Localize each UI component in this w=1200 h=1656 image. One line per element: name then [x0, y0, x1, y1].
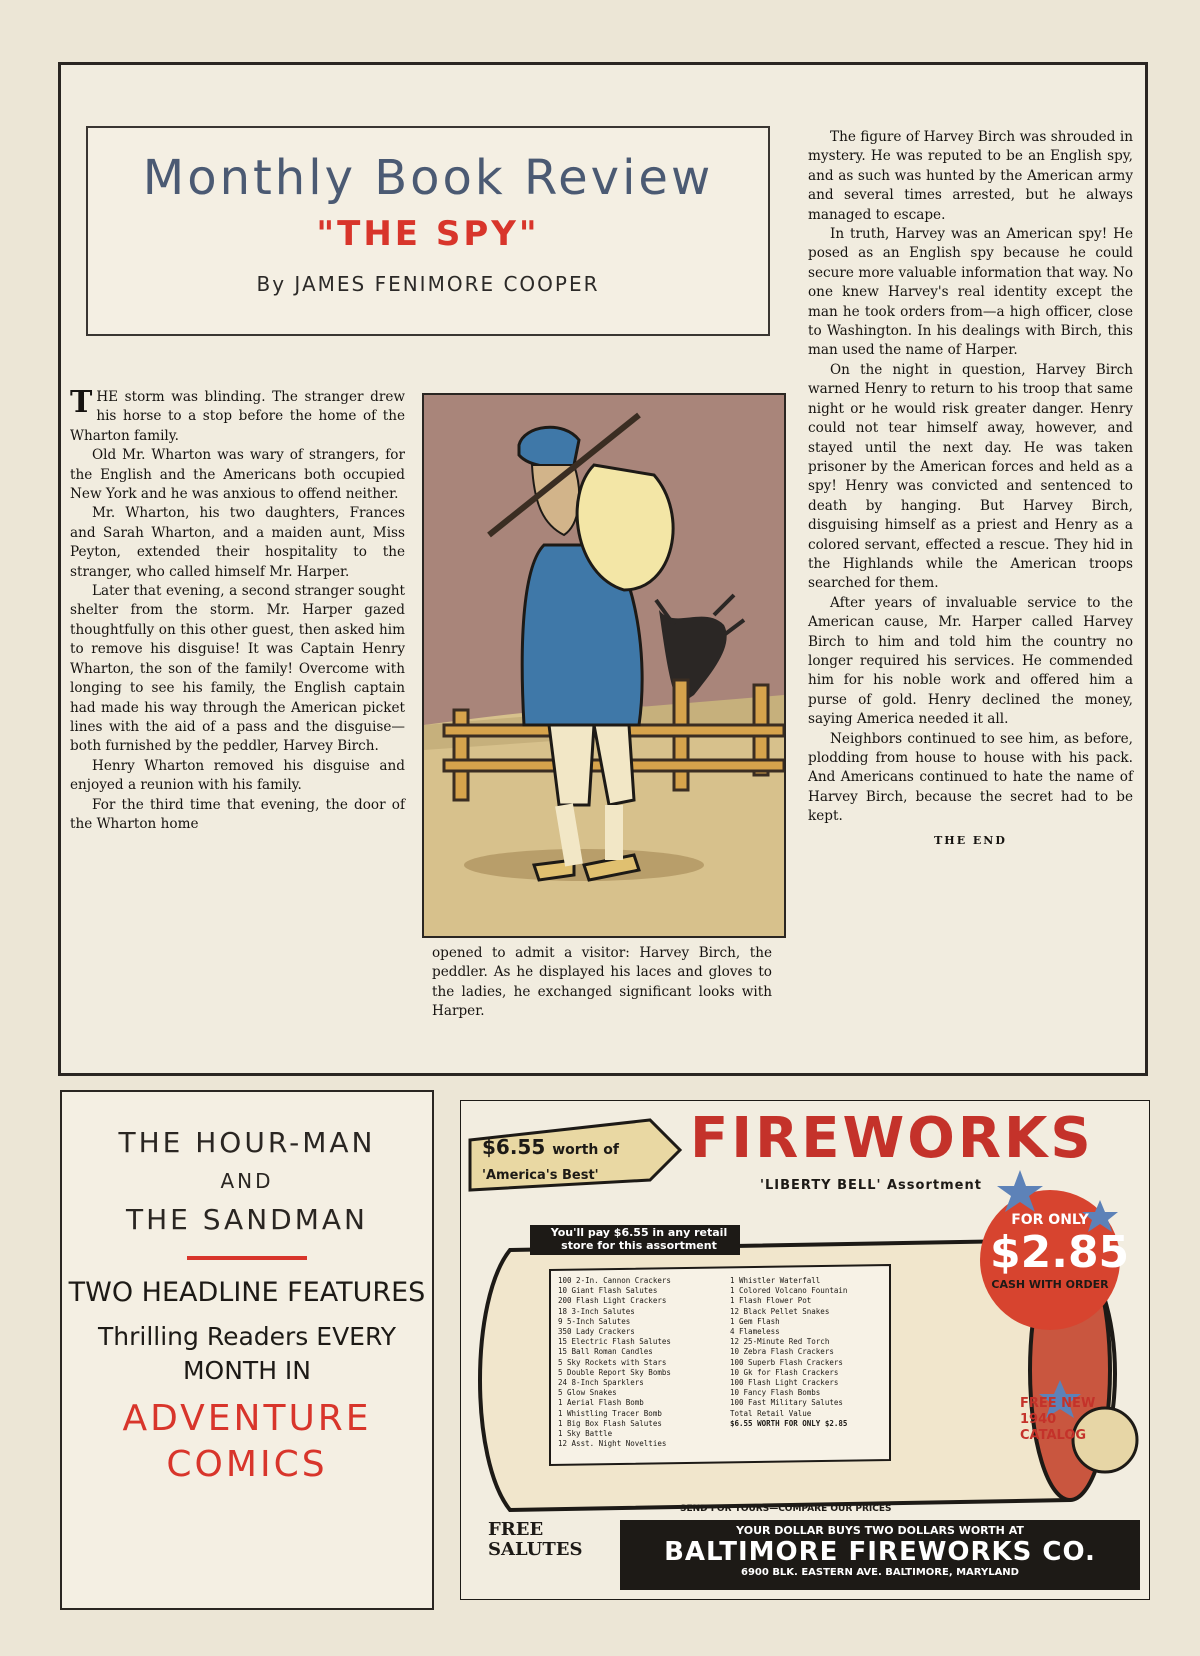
- paragraph: On the night in question, Harvey Birch warned Henry to return to his troop that same night or he would risk greater danger. Henry could not tear himself away, however, and stayed until the next day. He was taken prisoner by the American forces and held as a spy! Henry was convicted and sentenced to death by hanging. But Harvey Birch, disguising himself as a priest and Henry as a colored servant, effected a rescue. They hid in the Highlands while the American troops searched for them.: [808, 361, 1133, 592]
- list-item: 1 Sky Battle: [558, 1429, 613, 1439]
- free-catalog: FREE NEW 1940 CATALOG: [1020, 1396, 1096, 1443]
- list-item: 12 25-Minute Red Torch: [730, 1337, 830, 1347]
- list-item: 350 Lady Crackers: [558, 1327, 635, 1337]
- for-only-label: FOR ONLY: [1011, 1212, 1089, 1228]
- paragraph: opened to admit a visitor: Harvey Birch, the peddler. As he displayed his laces and gloves to the ladies, he exchanged significant looks with Harper.: [432, 945, 772, 1020]
- list-item: 1 Gem Flash: [730, 1316, 780, 1326]
- contents-list-left: [558, 1276, 718, 1449]
- drop-cap: T: [70, 385, 93, 420]
- ad-line-and: AND: [220, 1169, 274, 1193]
- list-item: 1 Whistling Tracer Bomb: [558, 1408, 662, 1418]
- worth-label: worth of: [552, 1142, 619, 1158]
- list-item: 100 Superb Flash Crackers: [730, 1357, 843, 1367]
- send-line: SEND FOR YOURS—COMPARE OUR PRICES: [680, 1504, 892, 1514]
- paragraph: In truth, Harvey was an American spy! He posed as an English spy because he could secure more valuable information that way. No one knew Harvey's real identity except the man he took orders from—a high officer, close to Washington. In his dealings with Birch, this man used the name of Harper.: [808, 226, 1133, 359]
- total-line: $6.55 WORTH FOR ONLY $2.85: [730, 1418, 848, 1428]
- list-item: 15 Ball Roman Candles: [558, 1347, 653, 1357]
- review-title-box: [86, 126, 770, 336]
- list-item: 100 Fast Military Salutes: [730, 1398, 843, 1408]
- list-item: 5 Sky Rockets with Stars: [558, 1357, 667, 1367]
- dollar-line: YOUR DOLLAR BUYS TWO DOLLARS WORTH AT: [736, 1524, 1024, 1537]
- illustration-svg: [424, 395, 784, 936]
- cash-note: CASH WITH ORDER: [991, 1278, 1109, 1291]
- list-item: 200 Flash Light Crackers: [558, 1296, 667, 1306]
- retail-note: You'll pay $6.55 in any retail store for this assortment: [550, 1226, 728, 1252]
- ad-line-sandman: THE SANDMAN: [126, 1203, 368, 1236]
- list-item: 10 Fancy Flash Bombs: [730, 1388, 821, 1398]
- list-item: 12 Asst. Night Novelties: [558, 1439, 667, 1449]
- list-item: Total Retail Value: [730, 1408, 812, 1418]
- masthead: Monthly Book Review: [142, 150, 714, 206]
- middle-column: [432, 944, 772, 1022]
- left-column: [70, 385, 405, 834]
- paragraph: Old Mr. Wharton was wary of strangers, for the English and the Americans both occupied New York and he was anxious to offend neither.: [70, 447, 405, 503]
- list-item: 1 Big Box Flash Salutes: [558, 1418, 662, 1428]
- list-item: 1 Flash Flower Pot: [730, 1296, 812, 1306]
- list-item: 5 Double Report Sky Bombs: [558, 1367, 671, 1377]
- byline: By JAMES FENIMORE COOPER: [256, 272, 600, 296]
- list-item: 18 3-Inch Salutes: [558, 1306, 635, 1316]
- paragraph: THE storm was blinding. The stranger drew his horse to a stop before the home of the Wharton family.: [70, 385, 405, 444]
- company-address: 6900 BLK. EASTERN AVE. BALTIMORE, MARYLAND: [741, 1567, 1019, 1578]
- list-item: 5 Glow Snakes: [558, 1388, 617, 1398]
- list-item: 1 Whistler Waterfall: [730, 1276, 821, 1285]
- list-item: 10 Giant Flash Salutes: [558, 1286, 658, 1296]
- fireworks-headline: FIREWORKS: [690, 1106, 1094, 1171]
- list-item: 10 Zebra Flash Crackers: [730, 1347, 834, 1357]
- ad-headline-features: TWO HEADLINE FEATURES: [68, 1277, 426, 1308]
- right-column: [808, 128, 1133, 850]
- list-item: 24 8-Inch Sparklers: [558, 1378, 644, 1388]
- paragraph: Mr. Wharton, his two daughters, Frances and Sarah Wharton, and a maiden aunt, Miss Peyton, extended their hospitality to the stranger, who called himself Mr. Harper.: [70, 505, 405, 580]
- illustration-harvey-birch: [422, 393, 786, 938]
- fireworks-ad: [460, 1100, 1150, 1600]
- list-item: 100 Flash Light Crackers: [730, 1378, 839, 1388]
- ad-thrilling-readers: Thrilling Readers EVERY MONTH IN: [97, 1322, 397, 1385]
- worth-sub: 'America's Best': [482, 1168, 599, 1183]
- list-item: 1 Colored Volcano Fountain: [730, 1286, 848, 1296]
- paragraph: The figure of Harvey Birch was shrouded in mystery. He was reputed to be an English spy, and as such was hunted by the American army and several times arrested, but he always managed to escape.: [808, 129, 1133, 223]
- price: $2.85: [990, 1227, 1130, 1278]
- worth-amount: $6.55: [482, 1135, 546, 1159]
- ad-adventure-comics: ADVENTURE COMICS: [122, 1398, 372, 1485]
- paragraph: Later that evening, a second stranger sought shelter from the storm. Mr. Harper gazed thoughtfully on this other guest, then asked him to remove his disguise! It was Captain Henry Wharton, the son of the family! Overcome with longing to see his family, the English captain had made his way through the American picket lines with the aid of a pass and the disguise—both furnished by the peddler, Harvey Birch.: [70, 583, 405, 755]
- list-item: 9 5-Inch Salutes: [558, 1316, 631, 1326]
- paragraph: Henry Wharton removed his disguise and enjoyed a reunion with his family.: [70, 757, 405, 794]
- paragraph: For the third time that evening, the door of the Wharton home: [70, 796, 405, 832]
- contents-list-right: [730, 1276, 890, 1429]
- assortment-name: 'LIBERTY BELL' Assortment: [760, 1178, 982, 1193]
- adventure-comics-ad: [60, 1090, 434, 1610]
- free-salutes: FREE SALUTES: [488, 1519, 583, 1560]
- list-item: 12 Black Pellet Snakes: [730, 1306, 830, 1316]
- the-end-mark: THE END: [934, 833, 1007, 847]
- list-item: 15 Electric Flash Salutes: [558, 1337, 671, 1347]
- ad-divider: [187, 1256, 307, 1260]
- ad-line-hourman: THE HOUR-MAN: [118, 1126, 376, 1159]
- list-item: 10 Gk for Flash Crackers: [730, 1367, 839, 1377]
- book-title: "THE SPY": [316, 214, 540, 254]
- worth-tag: [482, 1136, 662, 1187]
- paragraph: Neighbors continued to see him, as before, plodding from house to house with his pack. And Americans continued to hate the name of Harvey Birch, because the secret had to be kept.: [808, 730, 1133, 825]
- paragraph: After years of invaluable service to the American cause, Mr. Harper called Harvey Birch to him and told him the country no longer required his services. He commended him for his noble work and offered him a purse of gold. Henry declined the money, saying America needed it all.: [808, 594, 1133, 728]
- list-item: 4 Flameless: [730, 1327, 780, 1337]
- list-item: 100 2-In. Cannon Crackers: [558, 1276, 671, 1285]
- company-block: [620, 1524, 1140, 1578]
- company-name: BALTIMORE FIREWORKS CO.: [664, 1537, 1096, 1567]
- list-item: 1 Aerial Flash Bomb: [558, 1398, 644, 1408]
- price-burst: [990, 1212, 1130, 1291]
